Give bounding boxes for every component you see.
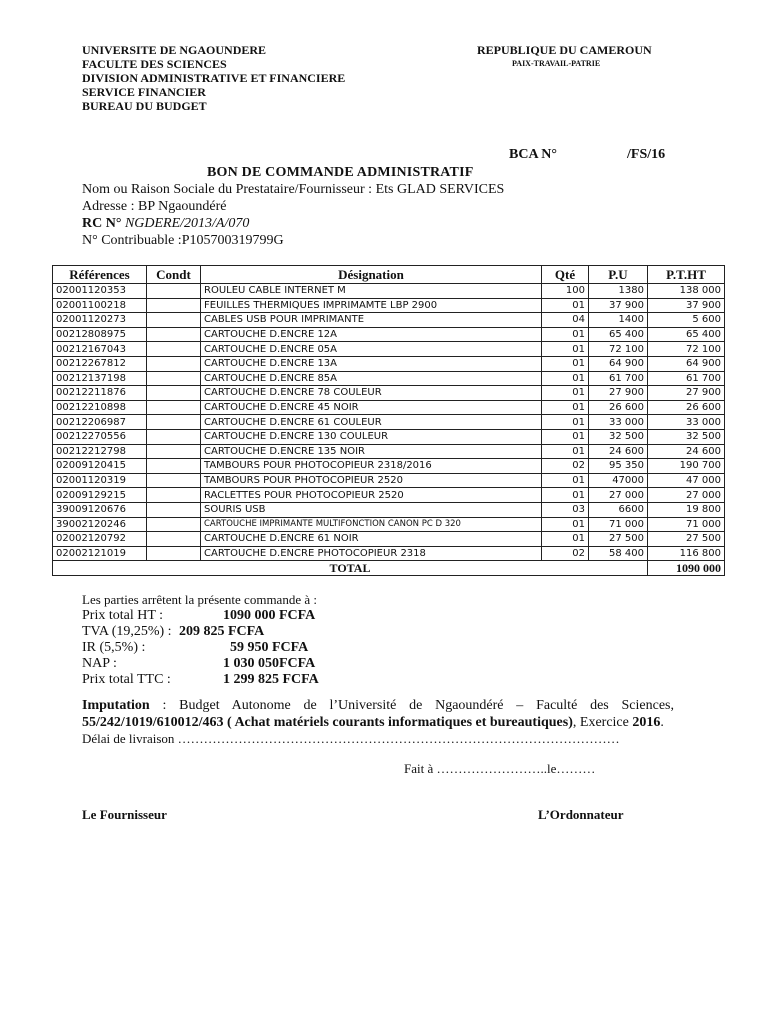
cell-ptht: 65 400 (648, 327, 725, 342)
institution-line: DIVISION ADMINISTRATIVE ET FINANCIERE (82, 71, 346, 85)
imputation-paragraph (82, 697, 674, 731)
table-header-row (53, 266, 725, 284)
cell-qte: 02 (542, 459, 589, 474)
cell-ptht: 26 600 (648, 400, 725, 415)
cell-ptht: 116 800 (648, 546, 725, 561)
cell-designation: CARTOUCHE D.ENCRE 85A (201, 371, 542, 386)
rc-label: RC N° (82, 216, 122, 231)
cell-ptht: 72 100 (648, 342, 725, 357)
cell-designation: CARTOUCHE D.ENCRE 130 COULEUR (201, 429, 542, 444)
total-row (53, 561, 725, 576)
imputation-end: . (660, 715, 664, 730)
cell-condt (147, 386, 201, 401)
cell-reference: 00212137198 (53, 371, 147, 386)
cell-qte: 04 (542, 313, 589, 328)
table-row (53, 400, 725, 415)
cell-reference: 00212267812 (53, 356, 147, 371)
cell-qte: 03 (542, 502, 589, 517)
summary-value: 59 950 FCFA (230, 640, 309, 655)
cell-pu: 1380 (589, 284, 648, 299)
cell-reference: 02002120792 (53, 532, 147, 547)
table-row (53, 342, 725, 357)
cell-qte: 01 (542, 342, 589, 357)
cell-pu: 26 600 (589, 400, 648, 415)
cell-ptht: 5 600 (648, 313, 725, 328)
cell-condt (147, 488, 201, 503)
summary-value: 1 030 050FCFA (223, 656, 316, 671)
cell-reference: 02001120273 (53, 313, 147, 328)
supplier-info (82, 181, 504, 249)
institution-line: UNIVERSITE DE NGAOUNDERE (82, 43, 267, 57)
cell-designation: RACLETTES POUR PHOTOCOPIEUR 2520 (201, 488, 542, 503)
supplier-rc (82, 215, 504, 232)
cell-ptht: 64 900 (648, 356, 725, 371)
cell-designation: CARTOUCHE D.ENCRE PHOTOCOPIEUR 2318 (201, 546, 542, 561)
cell-designation: CARTOUCHE D.ENCRE 05A (201, 342, 542, 357)
bca-number-suffix: /FS/16 (627, 147, 666, 162)
cell-reference: 00212270556 (53, 429, 147, 444)
signature-ordonnateur: L’Ordonnateur (538, 807, 624, 822)
table-row (53, 429, 725, 444)
cell-reference: 02009120415 (53, 459, 147, 474)
col-header-references: Références (53, 266, 147, 284)
institution-line: SERVICE FINANCIER (82, 85, 206, 99)
cell-ptht: 61 700 (648, 371, 725, 386)
cell-condt (147, 459, 201, 474)
cell-condt (147, 313, 201, 328)
imputation-exercise: , Exercice (572, 715, 633, 730)
cell-qte: 01 (542, 488, 589, 503)
cell-pu: 71 000 (589, 517, 648, 532)
cell-ptht: 27 500 (648, 532, 725, 547)
cell-ptht: 32 500 (648, 429, 725, 444)
imputation-text: : Budget Autonome de l’Université de Ngaoundéré – Faculté des Sciences, (149, 698, 674, 713)
cell-ptht: 71 000 (648, 517, 725, 532)
cell-reference: 00212210898 (53, 400, 147, 415)
cell-designation: CABLES USB POUR IMPRIMANTE (201, 313, 542, 328)
cell-pu: 27 500 (589, 532, 648, 547)
cell-reference: 00212211876 (53, 386, 147, 401)
summary-label: Prix total TTC : (82, 672, 171, 687)
cell-reference: 00212212798 (53, 444, 147, 459)
cell-ptht: 190 700 (648, 459, 725, 474)
cell-reference: 02001120319 (53, 473, 147, 488)
cell-pu: 27 900 (589, 386, 648, 401)
supplier-name: Nom ou Raison Sociale du Prestataire/Fournisseur : Ets GLAD SERVICES (82, 182, 505, 197)
cell-pu: 65 400 (589, 327, 648, 342)
table-row (53, 298, 725, 313)
total-value: 1090 000 (648, 561, 725, 576)
imputation-label: Imputation (82, 698, 150, 713)
cell-pu: 32 500 (589, 429, 648, 444)
cell-designation: CARTOUCHE D.ENCRE 13A (201, 356, 542, 371)
cell-condt (147, 415, 201, 430)
table-row (53, 459, 725, 474)
cell-designation: CARTOUCHE D.ENCRE 61 COULEUR (201, 415, 542, 430)
col-header-designation: Désignation (201, 266, 542, 284)
table-row (53, 386, 725, 401)
cell-pu: 33 000 (589, 415, 648, 430)
table-row (53, 502, 725, 517)
country-name: REPUBLIQUE DU CAMEROUN (477, 43, 652, 57)
table-row (53, 327, 725, 342)
cell-qte: 01 (542, 473, 589, 488)
cell-qte: 01 (542, 415, 589, 430)
cell-qte: 01 (542, 517, 589, 532)
cell-pu: 58 400 (589, 546, 648, 561)
cell-ptht: 24 600 (648, 444, 725, 459)
cell-condt (147, 502, 201, 517)
cell-condt (147, 400, 201, 415)
table-row (53, 444, 725, 459)
cell-condt (147, 342, 201, 357)
summary-value: 1 299 825 FCFA (223, 672, 319, 687)
cell-designation: CARTOUCHE D.ENCRE 78 COULEUR (201, 386, 542, 401)
cell-ptht: 37 900 (648, 298, 725, 313)
national-motto: PAIX-TRAVAIL-PATRIE (512, 59, 601, 68)
cell-ptht: 19 800 (648, 502, 725, 517)
cell-condt (147, 356, 201, 371)
cell-reference: 39002120246 (53, 517, 147, 532)
cell-qte: 01 (542, 356, 589, 371)
cell-pu: 24 600 (589, 444, 648, 459)
cell-ptht: 138 000 (648, 284, 725, 299)
bca-number-label: BCA N° (509, 147, 557, 162)
cell-condt (147, 517, 201, 532)
institution-line: FACULTE DES SCIENCES (82, 57, 227, 71)
cell-qte: 01 (542, 327, 589, 342)
summary-label: Prix total HT : (82, 608, 164, 623)
cell-qte: 01 (542, 400, 589, 415)
cell-qte: 01 (542, 386, 589, 401)
cell-pu: 72 100 (589, 342, 648, 357)
cell-condt (147, 284, 201, 299)
cell-condt (147, 371, 201, 386)
cell-pu: 95 350 (589, 459, 648, 474)
cell-ptht: 27 000 (648, 488, 725, 503)
cell-condt (147, 532, 201, 547)
cell-reference: 39009120676 (53, 502, 147, 517)
cell-designation: FEUILLES THERMIQUES IMPRIMAMTE LBP 2900 (201, 298, 542, 313)
cell-reference: 00212167043 (53, 342, 147, 357)
cell-designation: CARTOUCHE D.ENCRE 135 NOIR (201, 444, 542, 459)
summary-block (82, 592, 482, 688)
cell-reference: 02002121019 (53, 546, 147, 561)
summary-intro: Les parties arrêtent la présente commande à : (82, 592, 317, 607)
cell-pu: 27 000 (589, 488, 648, 503)
cell-condt (147, 327, 201, 342)
cell-pu: 1400 (589, 313, 648, 328)
delivery-delay: Délai de livraison ………………………………………………………………………………………… (82, 731, 620, 746)
summary-label: IR (5,5%) : (82, 640, 146, 655)
table-row (53, 415, 725, 430)
cell-qte: 01 (542, 429, 589, 444)
table-row (53, 284, 725, 299)
table-row (53, 517, 725, 532)
cell-ptht: 33 000 (648, 415, 725, 430)
signature-supplier: Le Fournisseur (82, 807, 167, 822)
rc-value: NGDERE/2013/A/070 (124, 216, 250, 231)
table-row (53, 488, 725, 503)
cell-reference: 00212206987 (53, 415, 147, 430)
cell-reference: 02001120353 (53, 284, 147, 299)
cell-qte: 01 (542, 371, 589, 386)
supplier-address: Adresse : BP Ngaoundéré (82, 199, 227, 214)
col-header-qte: Qté (542, 266, 589, 284)
cell-pu: 6600 (589, 502, 648, 517)
summary-label: NAP : (82, 656, 117, 671)
cell-designation: TAMBOURS POUR PHOTOCOPIEUR 2318/2016 (201, 459, 542, 474)
cell-qte: 100 (542, 284, 589, 299)
cell-condt (147, 429, 201, 444)
cell-designation: SOURIS USB (201, 502, 542, 517)
col-header-pu: P.U (589, 266, 648, 284)
cell-reference: 02009129215 (53, 488, 147, 503)
summary-label: TVA (19,25%) : (82, 624, 172, 639)
cell-qte: 02 (542, 546, 589, 561)
cell-condt (147, 444, 201, 459)
table-row (53, 532, 725, 547)
cell-designation: CARTOUCHE D.ENCRE 12A (201, 327, 542, 342)
cell-reference: 00212808975 (53, 327, 147, 342)
cell-ptht: 27 900 (648, 386, 725, 401)
cell-condt (147, 298, 201, 313)
supplier-contribuable: N° Contribuable :P105700319799G (82, 233, 284, 248)
cell-qte: 01 (542, 298, 589, 313)
total-label: TOTAL (53, 561, 648, 576)
imputation-code: 55/242/1019/610012/463 ( Achat matériels courants informatiques et bureautiques) (82, 715, 573, 730)
cell-pu: 37 900 (589, 298, 648, 313)
place-date-line: Fait à ……………………..le……… (404, 761, 596, 776)
cell-designation: TAMBOURS POUR PHOTOCOPIEUR 2520 (201, 473, 542, 488)
cell-designation: CARTOUCHE D.ENCRE 45 NOIR (201, 400, 542, 415)
cell-reference: 02001100218 (53, 298, 147, 313)
institution-header (82, 43, 345, 113)
cell-condt (147, 546, 201, 561)
table-row (53, 356, 725, 371)
imputation-year: 2016 (632, 715, 661, 730)
cell-qte: 01 (542, 532, 589, 547)
cell-designation: ROULEU CABLE INTERNET M (201, 284, 542, 299)
cell-condt (147, 473, 201, 488)
cell-pu: 64 900 (589, 356, 648, 371)
institution-line: BUREAU DU BUDGET (82, 99, 207, 113)
summary-value: 209 825 FCFA (179, 624, 265, 639)
col-header-condt: Condt (147, 266, 201, 284)
order-items-table (52, 265, 725, 576)
cell-designation: CARTOUCHE IMPRIMANTE MULTIFONCTION CANON PC D 320 (201, 517, 542, 532)
col-header-ptht: P.T.HT (648, 266, 725, 284)
table-row (53, 371, 725, 386)
cell-pu: 61 700 (589, 371, 648, 386)
cell-ptht: 47 000 (648, 473, 725, 488)
table-row (53, 313, 725, 328)
summary-value: 1090 000 FCFA (223, 608, 316, 623)
cell-designation: CARTOUCHE D.ENCRE 61 NOIR (201, 532, 542, 547)
table-row (53, 473, 725, 488)
document-title: BON DE COMMANDE ADMINISTRATIF (207, 165, 474, 180)
table-row (53, 546, 725, 561)
cell-qte: 01 (542, 444, 589, 459)
cell-pu: 47000 (589, 473, 648, 488)
